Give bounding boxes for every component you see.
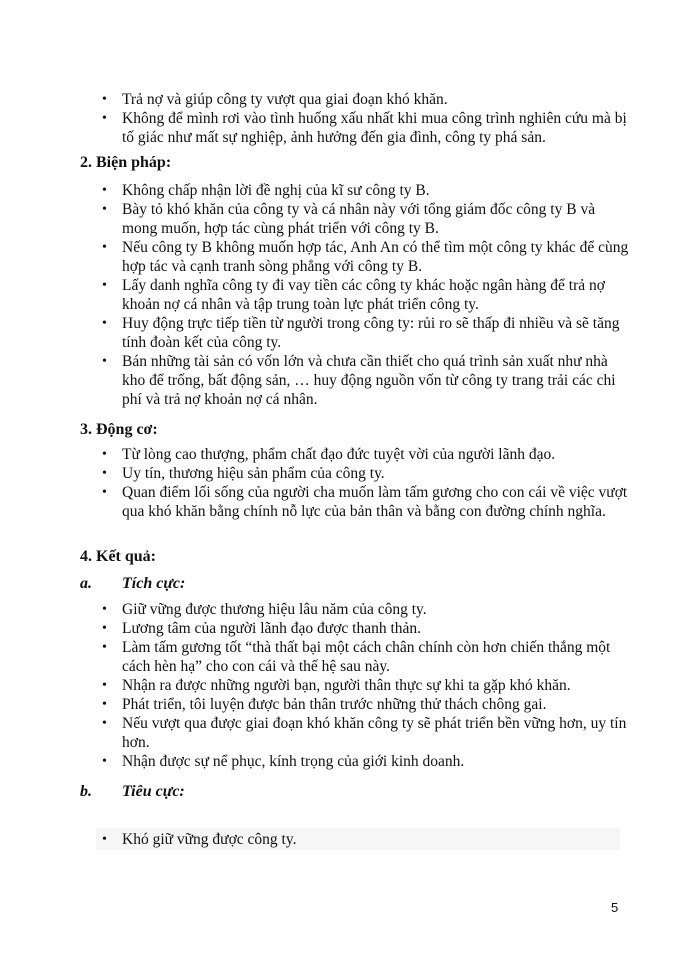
- bullet-icon: •: [102, 111, 107, 126]
- subsection-title: Tiêu cực:: [122, 783, 185, 800]
- bullet-icon: •: [102, 678, 107, 693]
- list-item: • Giữ vững được thương hiệu lâu năm của công ty.: [102, 601, 427, 618]
- bullet-icon: •: [102, 92, 107, 107]
- section-heading-motivation: 3. Động cơ:: [80, 421, 158, 438]
- list-item: • Trả nợ và giúp công ty vượt qua giai đoạn khó khăn.: [102, 91, 448, 108]
- bullet-icon: •: [102, 621, 107, 636]
- bullet-icon: •: [102, 240, 107, 255]
- bullet-icon: •: [102, 485, 107, 500]
- list-item: • Nếu vượt qua được giai đoạn khó khăn công ty sẽ phát triển bền vững hơn, uy tín hơn.: [102, 715, 627, 751]
- positive-results-list: [100, 600, 630, 771]
- list-item: • Không chấp nhận lời đề nghị của kĩ sư công ty B.: [102, 182, 430, 199]
- list-item: • Huy động trực tiếp tiền từ người trong công ty: rủi ro sẽ thấp đi nhiều và sẽ tăng tính đoàn kết của công ty.: [102, 315, 620, 351]
- intro-list: [100, 90, 630, 147]
- bullet-icon: •: [102, 640, 107, 655]
- list-item: • Nếu công ty B không muốn hợp tác, Anh An có thể tìm một công ty khác để cùng hợp tác và cạnh tranh sòng phẳng với công ty B.: [102, 239, 629, 275]
- bullet-icon: •: [102, 602, 107, 617]
- list-item: • Nhận được sự nể phục, kính trọng của giới kinh doanh.: [102, 753, 465, 770]
- subsection-title: Tích cực:: [122, 575, 186, 592]
- bullet-icon: •: [102, 354, 107, 369]
- section-heading-measures: 2. Biện pháp:: [80, 154, 172, 171]
- motivation-list: [100, 445, 630, 521]
- list-item: • Làm tấm gương tốt “thà thất bại một cách chân chính còn hơn chiến thắng một cách hèn hạ” cho con cái và thế hệ sau này.: [102, 639, 611, 675]
- list-item: • Bán những tài sản có vốn lớn và chưa cần thiết cho quá trình sản xuất như nhà kho để trống, bất động sản, … huy động nguồn vốn từ công ty trang trải các chi phí và trả nợ khoản nợ cá nhân.: [102, 353, 616, 408]
- bullet-icon: •: [102, 278, 107, 293]
- bullet-icon: •: [102, 832, 107, 847]
- measures-list: [100, 181, 630, 409]
- bullet-icon: •: [102, 183, 107, 198]
- list-item: • Lương tâm của người lãnh đạo được thanh thản.: [102, 620, 422, 637]
- section-heading-results: 4. Kết quả:: [80, 548, 156, 565]
- subsection-negative: [80, 782, 185, 802]
- subsection-label: b.: [80, 783, 92, 800]
- bullet-icon: •: [102, 466, 107, 481]
- bullet-icon: •: [102, 697, 107, 712]
- list-item: • Khó giữ vững được công ty.: [102, 831, 297, 848]
- bullet-icon: •: [102, 754, 107, 769]
- subsection-positive: [80, 574, 185, 594]
- list-item: • Lấy danh nghĩa công ty đi vay tiền các công ty khác hoặc ngân hàng để trả nợ khoản nợ cá nhân và tập trung toàn lực phát triển công ty.: [102, 277, 605, 313]
- list-item: • Từ lòng cao thượng, phẩm chất đạo đức tuyệt vời của người lãnh đạo.: [102, 446, 556, 463]
- list-item: • Uy tín, thương hiệu sản phẩm của công ty.: [102, 465, 385, 482]
- list-item: • Phát triển, tôi luyện được bản thân trước những thử thách chông gai.: [102, 696, 547, 713]
- bullet-icon: •: [102, 447, 107, 462]
- bullet-icon: •: [102, 316, 107, 331]
- subsection-label: a.: [80, 575, 92, 592]
- negative-results-list: [100, 830, 630, 849]
- list-item: • Bày tỏ khó khăn của công ty và cá nhân này với tổng giám đốc công ty B và mong muốn, hợp tác cùng phát triển với công ty B.: [102, 201, 596, 237]
- list-item: • Quan điểm lối sống của người cha muốn làm tấm gương cho con cái về việc vượt qua khó khăn bằng chính nỗ lực của bản thân và bằng con đường chính nghĩa.: [102, 484, 628, 520]
- page-number: 5: [611, 900, 619, 915]
- bullet-icon: •: [102, 202, 107, 217]
- list-item: • Nhận ra được những người bạn, người thân thực sự khi ta gặp khó khăn.: [102, 677, 571, 694]
- list-item: • Không để mình rơi vào tình huống xấu nhất khi mua công trình nghiên cứu mà bị tố giác như mất sự nghiệp, ảnh hưởng đến gia đình, công ty phá sản.: [102, 110, 627, 146]
- bullet-icon: •: [102, 716, 107, 731]
